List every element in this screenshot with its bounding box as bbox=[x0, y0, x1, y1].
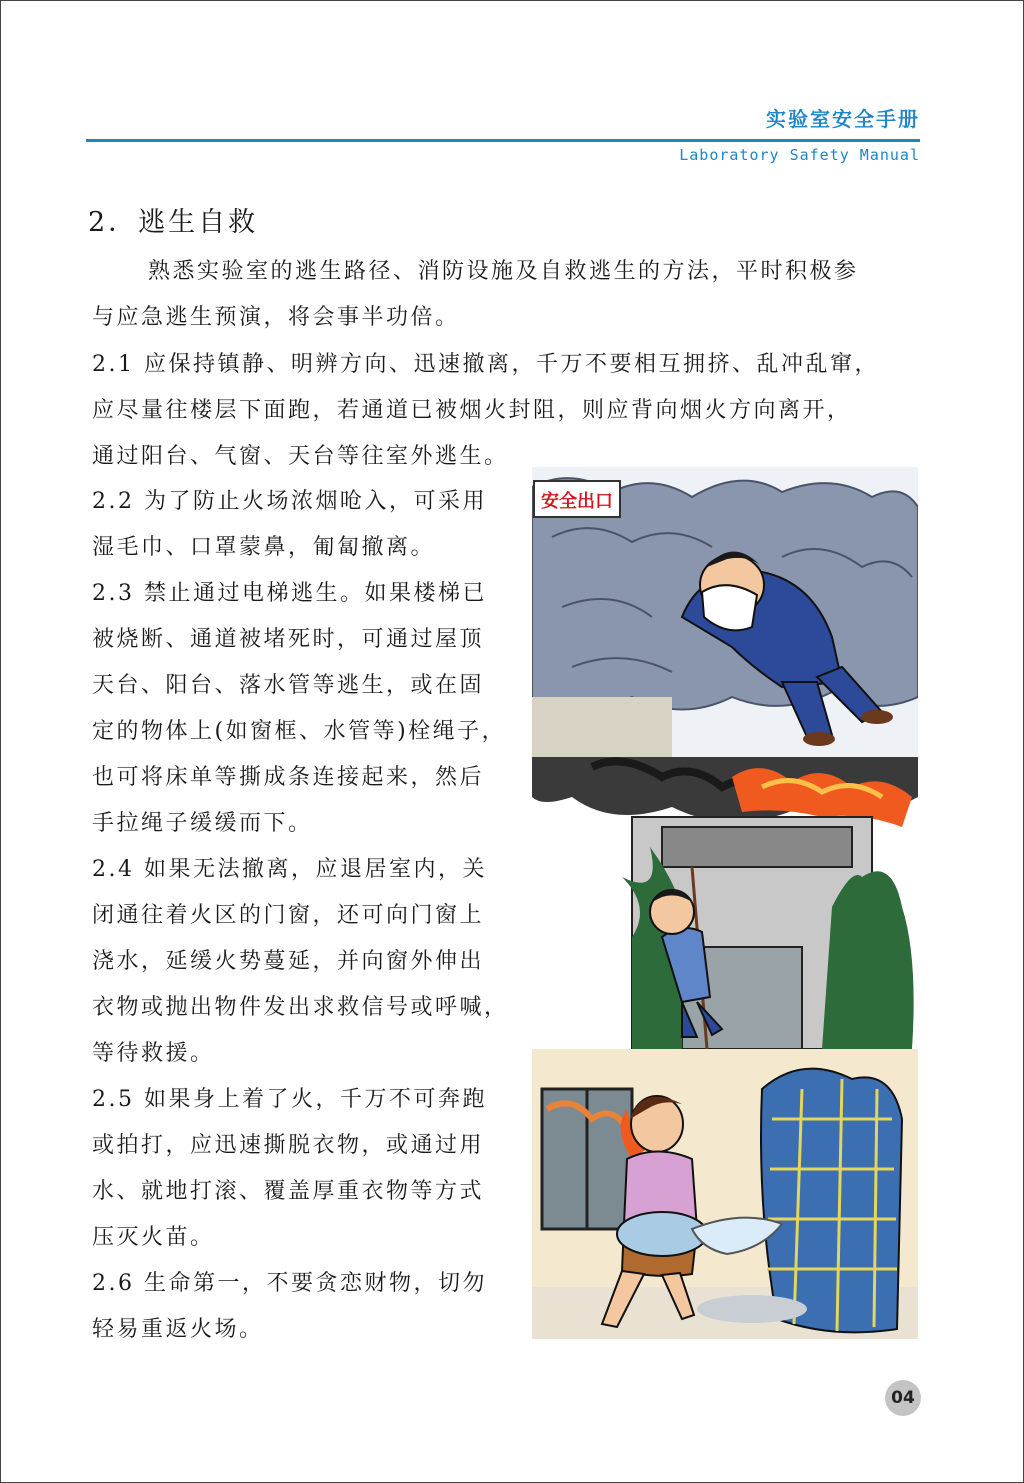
list-line: 2.3 禁止通过电梯逃生。如果楼梯已 bbox=[92, 581, 487, 606]
exit-sign-text: 安全出口 bbox=[541, 491, 613, 512]
list-line: 天台、阳台、落水管等逃生，或在固 bbox=[92, 673, 485, 698]
illustration-smoke-escape bbox=[532, 467, 918, 757]
list-line: 也可将床单等撕成条连接起来，然后 bbox=[92, 765, 485, 790]
list-line: 定的物体上(如窗框、水管等)栓绳子， bbox=[92, 719, 507, 744]
header-rule bbox=[86, 139, 920, 142]
smoke-escape-image bbox=[532, 467, 918, 757]
list-line: 衣物或抛出物件发出求救信号或呼喊， bbox=[92, 995, 509, 1020]
list-line: 压灭火苗。 bbox=[92, 1225, 215, 1250]
list-line: 被烧断、通道被堵死时，可通过屋顶 bbox=[92, 627, 485, 652]
section-title: 2．逃生自救 bbox=[88, 207, 259, 238]
list-line: 闭通往着火区的门窗，还可向门窗上 bbox=[92, 903, 485, 928]
list-line: 水、就地打滚、覆盖厚重衣物等方式 bbox=[92, 1179, 485, 1204]
list-line: 湿毛巾、口罩蒙鼻，匍匐撤离。 bbox=[92, 535, 436, 560]
list-line: 等待救援。 bbox=[92, 1041, 215, 1066]
item-2-1-line-3: 通过阳台、气窗、天台等往室外逃生。 bbox=[92, 444, 509, 469]
list-line: 浇水，延缓火势蔓延，并向窗外伸出 bbox=[92, 949, 485, 974]
list-line: 2.6 生命第一，不要贪恋财物，切勿 bbox=[92, 1271, 487, 1296]
extinguish-clothes-image bbox=[532, 1049, 918, 1339]
list-line: 2.5 如果身上着了火，千万不可奔跑 bbox=[92, 1087, 487, 1112]
item-2-1-line-2: 应尽量往楼层下面跑，若通道已被烟火封阻，则应背向烟火方向离开， bbox=[92, 398, 852, 423]
header-title-en: Laboratory Safety Manual bbox=[679, 146, 920, 164]
rope-descent-image bbox=[532, 757, 918, 1049]
header-title-cn: 实验室安全手册 bbox=[766, 107, 920, 131]
illustration-rope-descent bbox=[532, 757, 918, 1049]
list-line: 2.2 为了防止火场浓烟呛入，可采用 bbox=[92, 489, 487, 514]
intro-line-1: 熟悉实验室的逃生路径、消防设施及自救逃生的方法，平时积极参 bbox=[148, 259, 859, 284]
page-number: 04 bbox=[885, 1380, 921, 1416]
item-2-1-line-1: 2.1 应保持镇静、明辨方向、迅速撤离，千万不要相互拥挤、乱冲乱窜， bbox=[92, 352, 879, 377]
list-line: 轻易重返火场。 bbox=[92, 1317, 264, 1342]
illustration-extinguish-clothes bbox=[532, 1049, 918, 1339]
list-line: 手拉绳子缓缓而下。 bbox=[92, 811, 313, 836]
intro-line-2: 与应急逃生预演，将会事半功倍。 bbox=[92, 305, 460, 330]
list-line: 或拍打，应迅速撕脱衣物，或通过用 bbox=[92, 1133, 485, 1158]
list-line: 2.4 如果无法撤离，应退居室内，关 bbox=[92, 857, 487, 882]
